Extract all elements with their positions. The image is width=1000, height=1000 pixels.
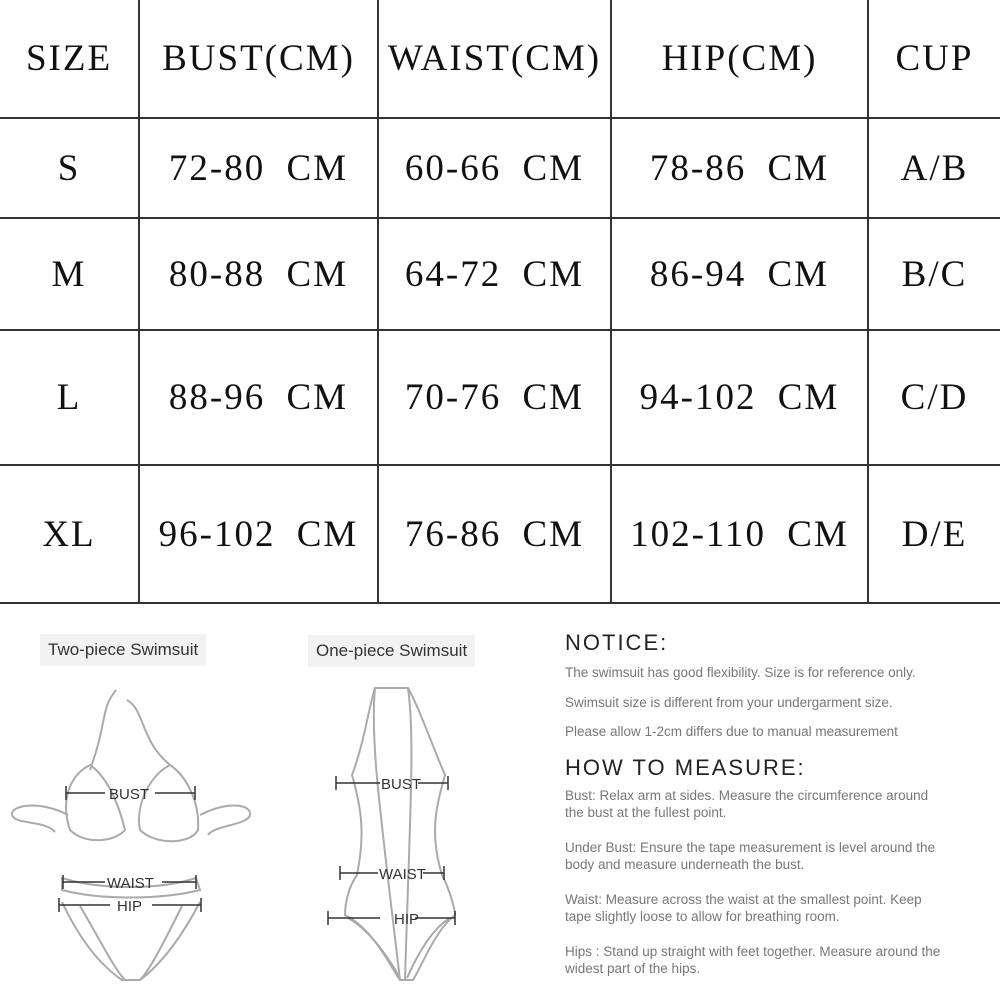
notice-line: Please allow 1-2cm differs due to manual measurement bbox=[565, 724, 898, 739]
cell-hip: 102-110 CM bbox=[611, 465, 868, 603]
cell-hip: 78-86 CM bbox=[611, 118, 868, 218]
cell-bust: 72-80 CM bbox=[139, 118, 378, 218]
cell-waist: 70-76 CM bbox=[378, 330, 611, 465]
measure-item-bust: Bust: Relax arm at sides. Measure the circumference around the bust at the fullest point. bbox=[565, 787, 929, 820]
table-row bbox=[0, 218, 1000, 330]
notice-line: Swimsuit size is different from your undergarment size. bbox=[565, 694, 893, 710]
cell-size: XL bbox=[0, 465, 139, 603]
header-cup: CUP bbox=[868, 0, 1000, 118]
cell-cup: B/C bbox=[868, 218, 1000, 330]
cell-bust: 96-102 CM bbox=[139, 465, 378, 603]
cell-bust: 88-96 CM bbox=[139, 330, 378, 465]
cell-waist: 60-66 CM bbox=[378, 118, 611, 218]
table-row bbox=[0, 330, 1000, 465]
header-bust: BUST(CM) bbox=[139, 0, 378, 118]
two-piece-bust-label: BUST bbox=[109, 786, 150, 803]
cell-cup: C/D bbox=[868, 330, 1000, 465]
cell-waist: 64-72 CM bbox=[378, 218, 611, 330]
two-piece-waist-label: WAIST bbox=[107, 875, 154, 892]
table-row bbox=[0, 118, 1000, 218]
one-piece-hip-label: HIP bbox=[394, 911, 420, 928]
two-piece-hip-label: HIP bbox=[117, 898, 143, 915]
notice-section bbox=[565, 630, 995, 978]
table-header-row bbox=[0, 0, 1000, 118]
cell-bust: 80-88 CM bbox=[139, 218, 378, 330]
header-hip: HIP(CM) bbox=[611, 0, 868, 118]
cell-cup: A/B bbox=[868, 118, 1000, 218]
header-waist: WAIST(CM) bbox=[378, 0, 611, 118]
one-piece-waist-label: WAIST bbox=[379, 866, 426, 883]
measure-item-waist: Waist: Measure across the waist at the smallest point. Keep tape slightly loose to allow for breathing room. bbox=[565, 891, 922, 924]
header-size: SIZE bbox=[0, 0, 139, 118]
notice-title: NOTICE: bbox=[565, 630, 669, 655]
cell-size: L bbox=[0, 330, 139, 465]
two-piece-swimsuit-illustration bbox=[0, 680, 280, 1000]
table-row bbox=[0, 465, 1000, 603]
notice-line: The swimsuit has good flexibility. Size is for reference only. bbox=[565, 665, 916, 680]
two-piece-title: Two-piece Swimsuit bbox=[40, 634, 206, 666]
measure-item-under-bust: Under Bust: Ensure the tape measurement is level around the body and measure underneath the bust. bbox=[565, 839, 935, 872]
one-piece-swimsuit-illustration bbox=[320, 680, 500, 1000]
cell-waist: 76-86 CM bbox=[378, 465, 611, 603]
cell-size: M bbox=[0, 218, 139, 330]
cell-size: S bbox=[0, 118, 139, 218]
one-piece-bust-label: BUST bbox=[381, 776, 422, 793]
cell-hip: 86-94 CM bbox=[611, 218, 868, 330]
measure-item-hips: Hips : Stand up straight with feet together. Measure around the widest part of the hips. bbox=[565, 943, 941, 976]
how-to-measure-title: HOW TO MEASURE: bbox=[565, 754, 806, 780]
cell-cup: D/E bbox=[868, 465, 1000, 603]
cell-hip: 94-102 CM bbox=[611, 330, 868, 465]
one-piece-title: One-piece Swimsuit bbox=[308, 635, 475, 667]
